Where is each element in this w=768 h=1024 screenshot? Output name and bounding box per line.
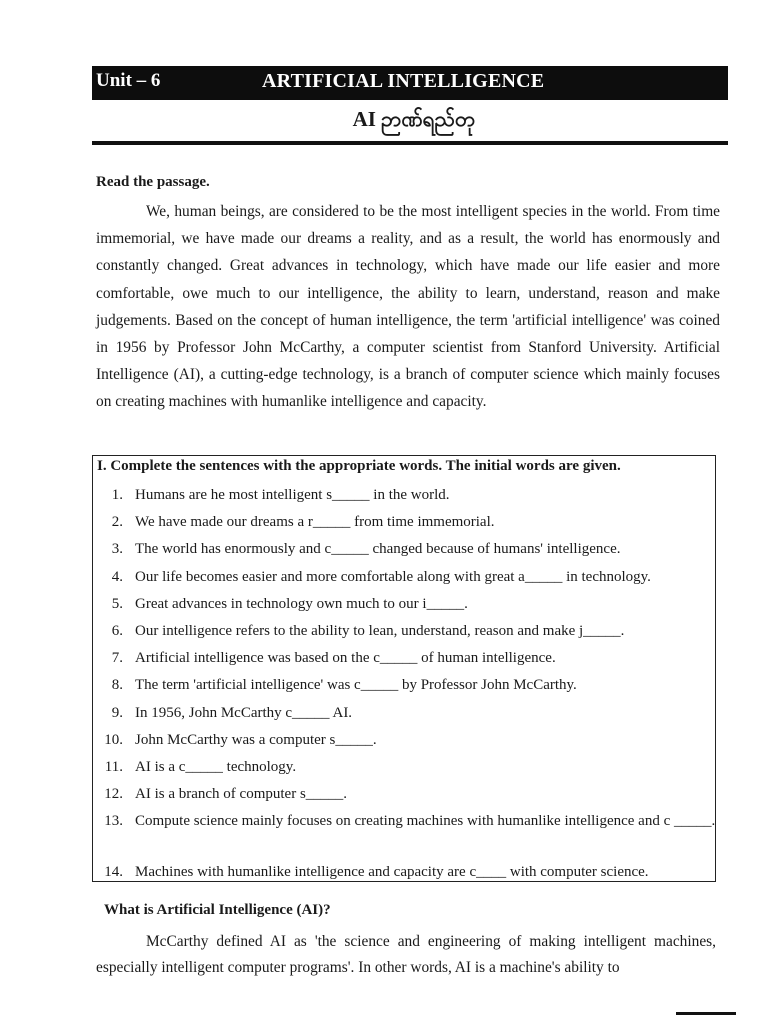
- exercise-list: [93, 482, 733, 886]
- exercise-item: [93, 781, 733, 808]
- item-number: 1.: [111, 487, 123, 503]
- item-sentence: Our intelligence refers to the ability to lean, understand, reason and make j_____.: [135, 622, 625, 639]
- item-sentence: AI is a c_____ technology.: [135, 758, 297, 775]
- item-sentence: Artificial intelligence was based on the c_____ of human intelligence.: [135, 650, 556, 667]
- exercise-item: [93, 509, 733, 536]
- exercise-item: [93, 564, 733, 591]
- item-number: 2.: [111, 514, 123, 531]
- reading-heading: Read the passage.: [96, 174, 210, 190]
- item-sentence: John McCarthy was a computer s_____.: [135, 731, 377, 748]
- unit-label: Unit – 6: [96, 70, 161, 91]
- item-sentence: Great advances in technology own much to our i_____.: [135, 595, 468, 612]
- item-number: 8.: [111, 677, 123, 694]
- reading-passage: We, human beings, are considered to be the most intelligent species in the world. From time immemorial, we have made our dreams a reality, and as a result, the world has enormously and constantly changed. Great advances in technology, which have made our life easier and more comfortable, owe much to our intelligence, the ability to learn, understand, reason and make judgements. Based on the concept of human intelligence, the term 'artificial intelligence' was coined in 1956 by Professor John McCarthy, a computer scientist from Stanford University. Artificial Intelligence (AI), a cutting-edge technology, is a branch of computer science which mainly focuses on creating machines with humanlike intelligence and capacity.: [96, 203, 720, 411]
- item-number: 9.: [111, 704, 123, 721]
- item-sentence: The world has enormously and c_____ changed because of humans' intelligence.: [135, 541, 621, 558]
- unit-title: ARTIFICIAL INTELLIGENCE: [262, 70, 545, 92]
- page-end-rule: [676, 1012, 736, 1015]
- exercise-item: [93, 700, 733, 727]
- exercise-item: [93, 482, 733, 509]
- item-number: 6.: [111, 622, 123, 639]
- exercise-item: [93, 536, 733, 563]
- unit-header-bar: [92, 66, 728, 100]
- item-number: 4.: [111, 568, 123, 585]
- exercise-item: [93, 618, 733, 645]
- item-sentence: Humans are he most intelligent s_____ in the world.: [135, 487, 450, 503]
- unit-subtitle: AI ဉာဏ်ရည်တု: [352, 107, 476, 131]
- item-number: 11.: [104, 758, 123, 775]
- exercise-item: [93, 672, 733, 699]
- exercise-item: [93, 645, 733, 672]
- exercise-heading: I. Complete the sentences with the appropriate words. The initial words are given.: [97, 458, 621, 474]
- exercise-item: [93, 859, 733, 886]
- item-sentence: We have made our dreams a r_____ from time immemorial.: [135, 514, 495, 531]
- exercise-item: [93, 808, 733, 859]
- item-number: 7.: [111, 650, 123, 667]
- section-passage: McCarthy defined AI as 'the science and engineering of making intelligent machines, especially intelligent computer programs'. In other words, AI is a machine's ability to: [96, 933, 716, 976]
- item-sentence: Our life becomes easier and more comfortable along with great a_____ in technology.: [135, 568, 651, 585]
- item-sentence: Machines with humanlike intelligence and capacity are c____ with computer science.: [135, 864, 649, 881]
- item-sentence: AI is a branch of computer s_____.: [135, 786, 348, 803]
- exercise-item: [93, 591, 733, 618]
- item-number: 10.: [104, 731, 123, 748]
- header-divider: [92, 141, 728, 145]
- item-sentence: Compute science mainly focuses on creating machines with humanlike intelligence and c _____.: [135, 813, 716, 830]
- item-number: 12.: [104, 786, 123, 803]
- item-number: 13.: [104, 813, 123, 830]
- exercise-item: [93, 754, 733, 781]
- exercise-item: [93, 727, 733, 754]
- exercise-box: [92, 455, 716, 882]
- item-number: 3.: [111, 541, 123, 558]
- item-number: 5.: [111, 595, 123, 612]
- item-number: 14.: [104, 864, 123, 881]
- item-sentence: The term 'artificial intelligence' was c_____ by Professor John McCarthy.: [135, 677, 577, 694]
- section-heading: What is Artificial Intelligence (AI)?: [104, 902, 331, 918]
- item-sentence: In 1956, John McCarthy c_____ AI.: [135, 704, 353, 721]
